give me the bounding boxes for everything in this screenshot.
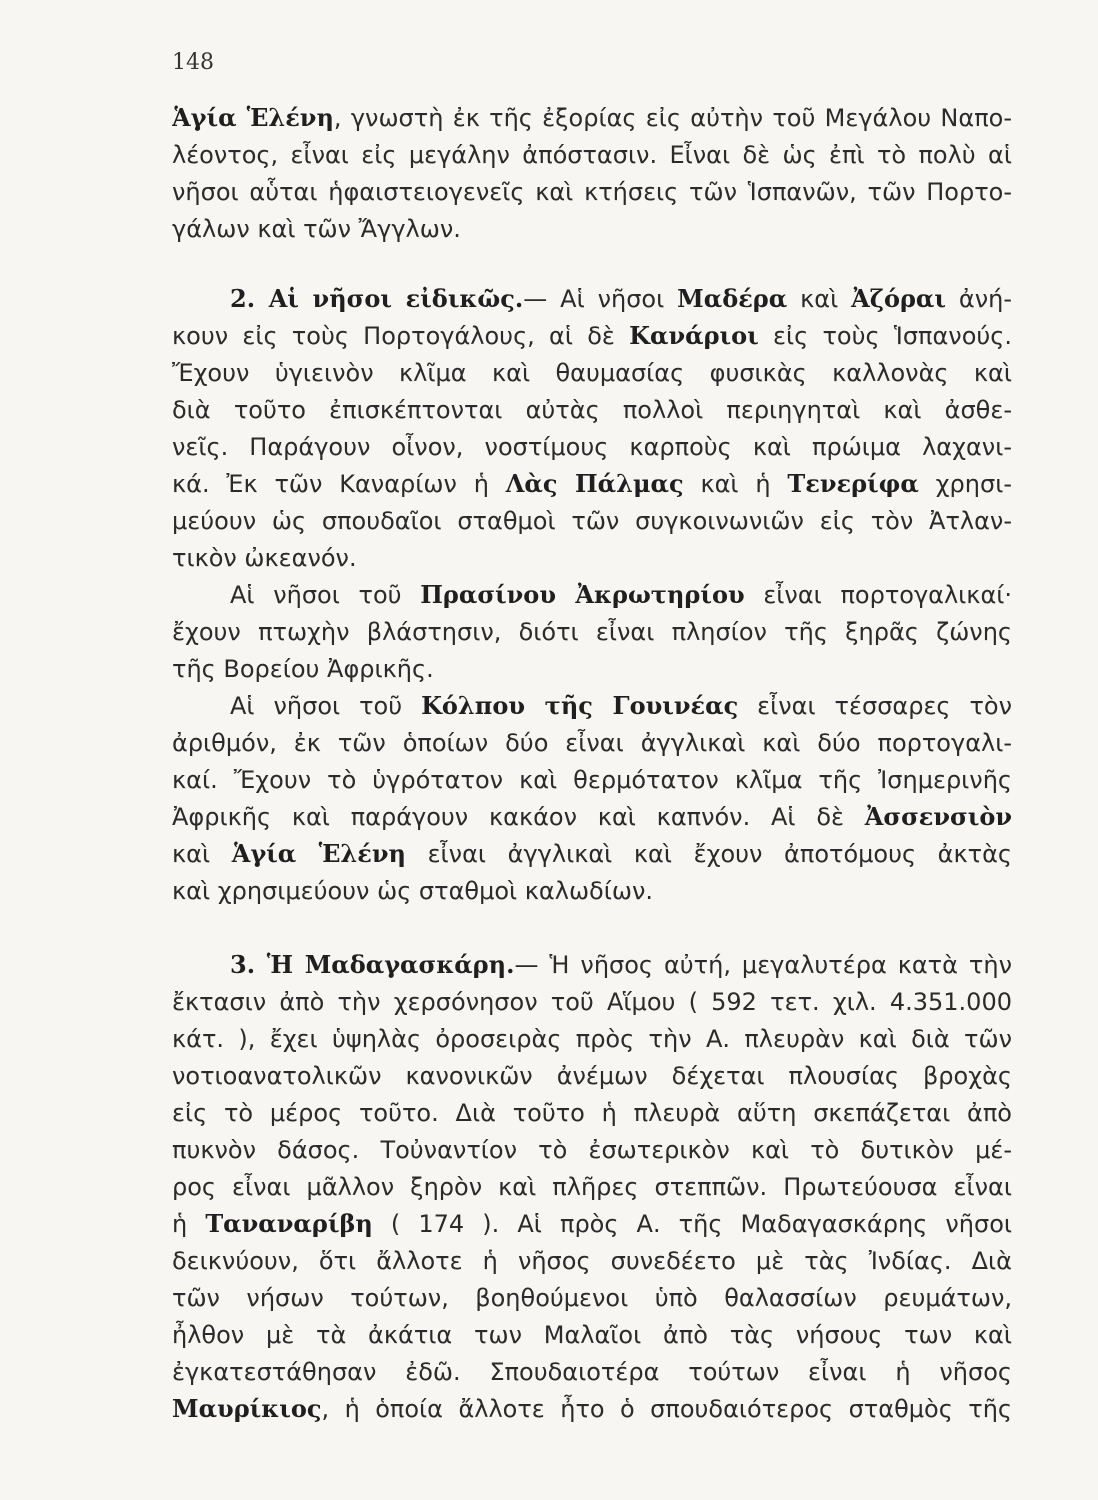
- text-line: ἀριθμόν, ἐκ τῶν ὁποίων δύο εἶναι ἀγγλικαὶ καὶ δύο πορτογαλι-: [172, 729, 1012, 757]
- text-line: καί. Ἔχουν τὸ ὑγρότατον καὶ θερμότατον κλῖμα τῆς Ἰσημερινῆς: [172, 766, 1012, 794]
- text-line: κά. Ἐκ τῶν Καναρίων ἡ Λὰς Πάλμας καὶ ἡ Τενερίφα χρησι-: [172, 469, 1012, 498]
- text-line: λέοντος, εἶναι εἰς μεγάλην ἀπόστασιν. Εἶναι δὲ ὡς ἐπὶ τὸ πολὺ αἱ: [172, 141, 1012, 169]
- text-line: Αἱ νῆσοι τοῦ Πρασίνου Ἀκρωτηρίου εἶναι πορτογαλικαί·: [230, 580, 1012, 609]
- text-line: τῶν νήσων τούτων, βοηθούμενοι ὑπὸ θαλασσίων ρευμάτων,: [172, 1284, 1012, 1312]
- text-line: πυκνὸν δάσος. Τοὐναντίον τὸ ἐσωτερικὸν καὶ τὸ δυτικὸν μέ-: [172, 1136, 1012, 1164]
- text-line: νῆσοι αὗται ἡφαιστειογενεῖς καὶ κτήσεις τῶν Ἱσπανῶν, τῶν Πορτο-: [172, 178, 1012, 206]
- text-line: Μαυρίκιος, ἡ ὁποία ἄλλοτε ἦτο ὁ σπουδαιότερος σταθμὸς τῆς: [172, 1394, 1012, 1423]
- text-line: εἰς τὸ μέρος τοῦτο. Διὰ τοῦτο ἡ πλευρὰ αὕτη σκεπάζεται ἀπὸ: [172, 1099, 1012, 1127]
- section-heading: 3. Ἡ Μαδαγασκάρη.: [230, 950, 515, 979]
- text-line: κάτ. ), ἔχει ὑψηλὰς ὀροσειρὰς πρὸς τὴν Α. πλευρὰν καὶ διὰ τῶν: [172, 1025, 1012, 1053]
- text-line: ρος εἶναι μᾶλλον ξηρὸν καὶ πλῆρες στεππῶν. Πρωτεύουσα εἶναι: [172, 1173, 1012, 1201]
- text-line: νοτιοανατολικῶν κανονικῶν ἀνέμων δέχεται πλουσίας βροχὰς: [172, 1062, 1012, 1090]
- bold-term-agia-eleni: Ἁγία Ἑλένη: [172, 103, 334, 132]
- section-heading-line: 3. Ἡ Μαδαγασκάρη.— Ἡ νῆσος αὐτή, μεγαλυτέρα κατὰ τὴν: [230, 950, 1012, 979]
- text-line: δεικνύουν, ὅτι ἄλλοτε ἡ νῆσος συνεδέετο μὲ τὰς Ἰνδίας. Διὰ: [172, 1247, 1012, 1275]
- section-heading: 2. Αἱ νῆσοι εἰδικῶς.: [230, 284, 524, 313]
- text-line: καὶ Ἁγία Ἑλένη εἶναι ἀγγλικαὶ καὶ ἔχουν ἀποτόμους ἀκτὰς: [172, 839, 1012, 868]
- text-line: νεῖς. Παράγουν οἶνον, νοστίμους καρποὺς καὶ πρώιμα λαχανι-: [172, 433, 1012, 461]
- text-line: διὰ τοῦτο ἐπισκέπτονται αὐτὰς πολλοὶ περιηγηταὶ καὶ ἀσθε-: [172, 396, 1012, 424]
- text-line: γάλων καὶ τῶν Ἄγγλων.: [172, 215, 461, 243]
- text-line: μεύουν ὡς σπουδαῖοι σταθμοὶ τῶν συγκοινωνιῶν εἰς τὸν Ἀτλαν-: [172, 507, 1012, 535]
- text-line: ἔχουν πτωχὴν βλάστησιν, διότι εἶναι πλησίον τῆς ξηρᾶς ζώνης: [172, 618, 1012, 646]
- text-line: καὶ χρησιμεύουν ὡς σταθμοὶ καλωδίων.: [172, 877, 653, 905]
- text-line: κουν εἰς τοὺς Πορτογάλους, αἱ δὲ Κανάριοι εἰς τοὺς Ἱσπανούς.: [172, 321, 1012, 350]
- page-number: 148: [172, 50, 214, 75]
- section-heading-line: 2. Αἱ νῆσοι εἰδικῶς.— Αἱ νῆσοι Μαδέρα καὶ Ἀζόραι ἀνή-: [230, 284, 1012, 313]
- text-line: ἔκτασιν ἀπὸ τὴν χερσόνησον τοῦ Αἵμου ( 592 τετ. χιλ. 4.351.000: [172, 988, 1012, 1016]
- text-line: Αἱ νῆσοι τοῦ Κόλπου τῆς Γουινέας εἶναι τέσσαρες τὸν: [230, 691, 1012, 720]
- text-line: Ἀφρικῆς καὶ παράγουν κακάον καὶ καπνόν. Αἱ δὲ Ἀσσενσιὸν: [172, 802, 1012, 831]
- text-line: ἐγκατεστάθησαν ἐδῶ. Σπουδαιοτέρα τούτων εἶναι ἡ νῆσος: [172, 1358, 1012, 1386]
- text-line: Ἁγία Ἑλένη, γνωστὴ ἐκ τῆς ἐξορίας εἰς αὐτὴν τοῦ Μεγάλου Ναπο-: [172, 103, 1012, 132]
- text-line: τῆς Βορείου Ἀφρικῆς.: [172, 655, 434, 683]
- text-line: ἦλθον μὲ τὰ ἀκάτια των Μαλαῖοι ἀπὸ τὰς νήσους των καὶ: [172, 1321, 1012, 1349]
- text-line: Ἔχουν ὑγιεινὸν κλῖμα καὶ θαυμασίας φυσικὰς καλλονὰς καὶ: [172, 359, 1012, 387]
- text-line: τικὸν ὠκεανόν.: [172, 544, 357, 572]
- text-line: ἡ Ταναναρίβη ( 174 ). Αἱ πρὸς Α. τῆς Μαδαγασκάρης νῆσοι: [172, 1209, 1012, 1238]
